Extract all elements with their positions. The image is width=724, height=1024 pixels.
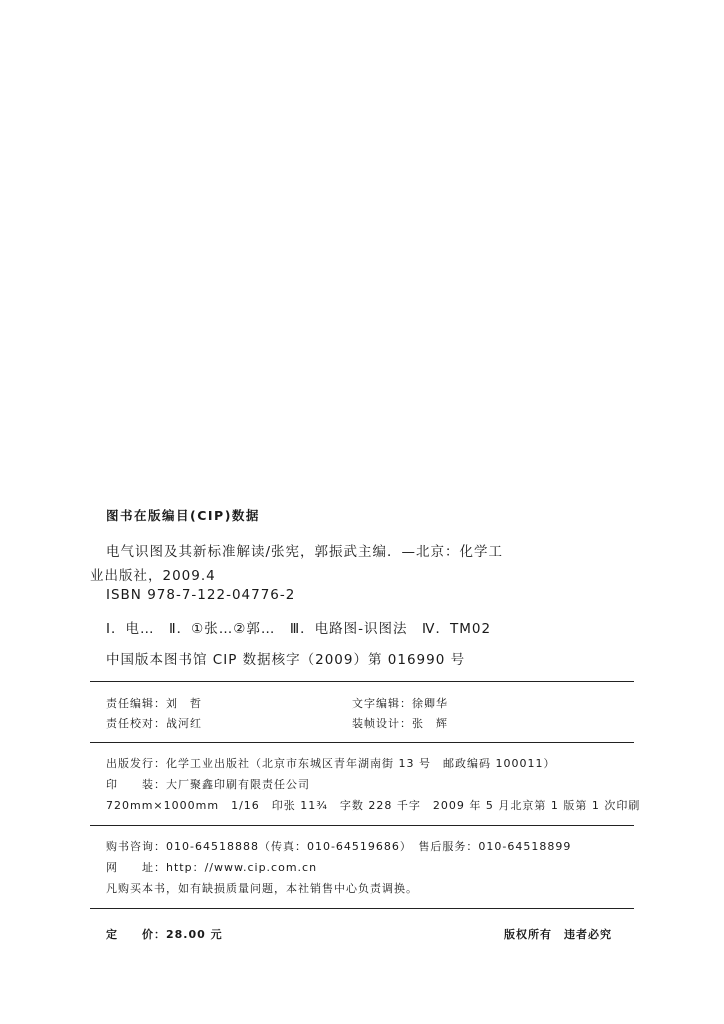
divider-3	[90, 825, 634, 826]
cip-title-line-2: 业出版社，2009.4	[90, 568, 216, 584]
rights-notice: 版权所有 违者必究	[504, 928, 612, 941]
website: 网 址：http：//www.cip.com.cn	[106, 861, 318, 874]
cip-record-number: 中国版本图书馆 CIP 数据核字（2009）第 016990 号	[106, 652, 466, 668]
divider-4	[90, 908, 634, 909]
exchange-notice: 凡购买本书，如有缺损质量问题，本社销售中心负责调换。	[106, 882, 418, 895]
cip-isbn: ISBN 978-7-122-04776-2	[106, 587, 296, 603]
proofreader: 责任校对：战河红	[106, 717, 202, 730]
divider-1	[90, 681, 634, 682]
cip-heading: 图书在版编目(CIP)数据	[106, 508, 260, 523]
cover-designer: 装帧设计：张 辉	[352, 717, 448, 730]
cip-title-line-1: 电气识图及其新标准解读/张宪，郭振武主编．—北京：化学工	[106, 544, 504, 560]
printer-info: 印 装：大厂聚鑫印刷有限责任公司	[106, 778, 310, 791]
text-editor: 文字编辑：徐卿华	[352, 697, 448, 710]
publisher-info: 出版发行：化学工业出版社（北京市东城区青年湖南街 13 号 邮政编码 100011）	[106, 757, 556, 770]
responsible-editor: 责任编辑：刘 哲	[106, 697, 202, 710]
price: 定 价：28.00 元	[106, 928, 223, 941]
cip-subjects: Ⅰ．电… Ⅱ．①张…②郭… Ⅲ．电路图-识图法 Ⅳ．TM02	[106, 621, 492, 637]
divider-2	[90, 742, 634, 743]
book-specs: 720mm×1000mm 1/16 印张 11¾ 字数 228 千字 2009 年 5 月北京第 1 版第 1 次印刷	[106, 799, 641, 812]
purchase-contact: 购书咨询：010-64518888（传真：010-64519686） 售后服务：010-64518899	[106, 840, 572, 853]
